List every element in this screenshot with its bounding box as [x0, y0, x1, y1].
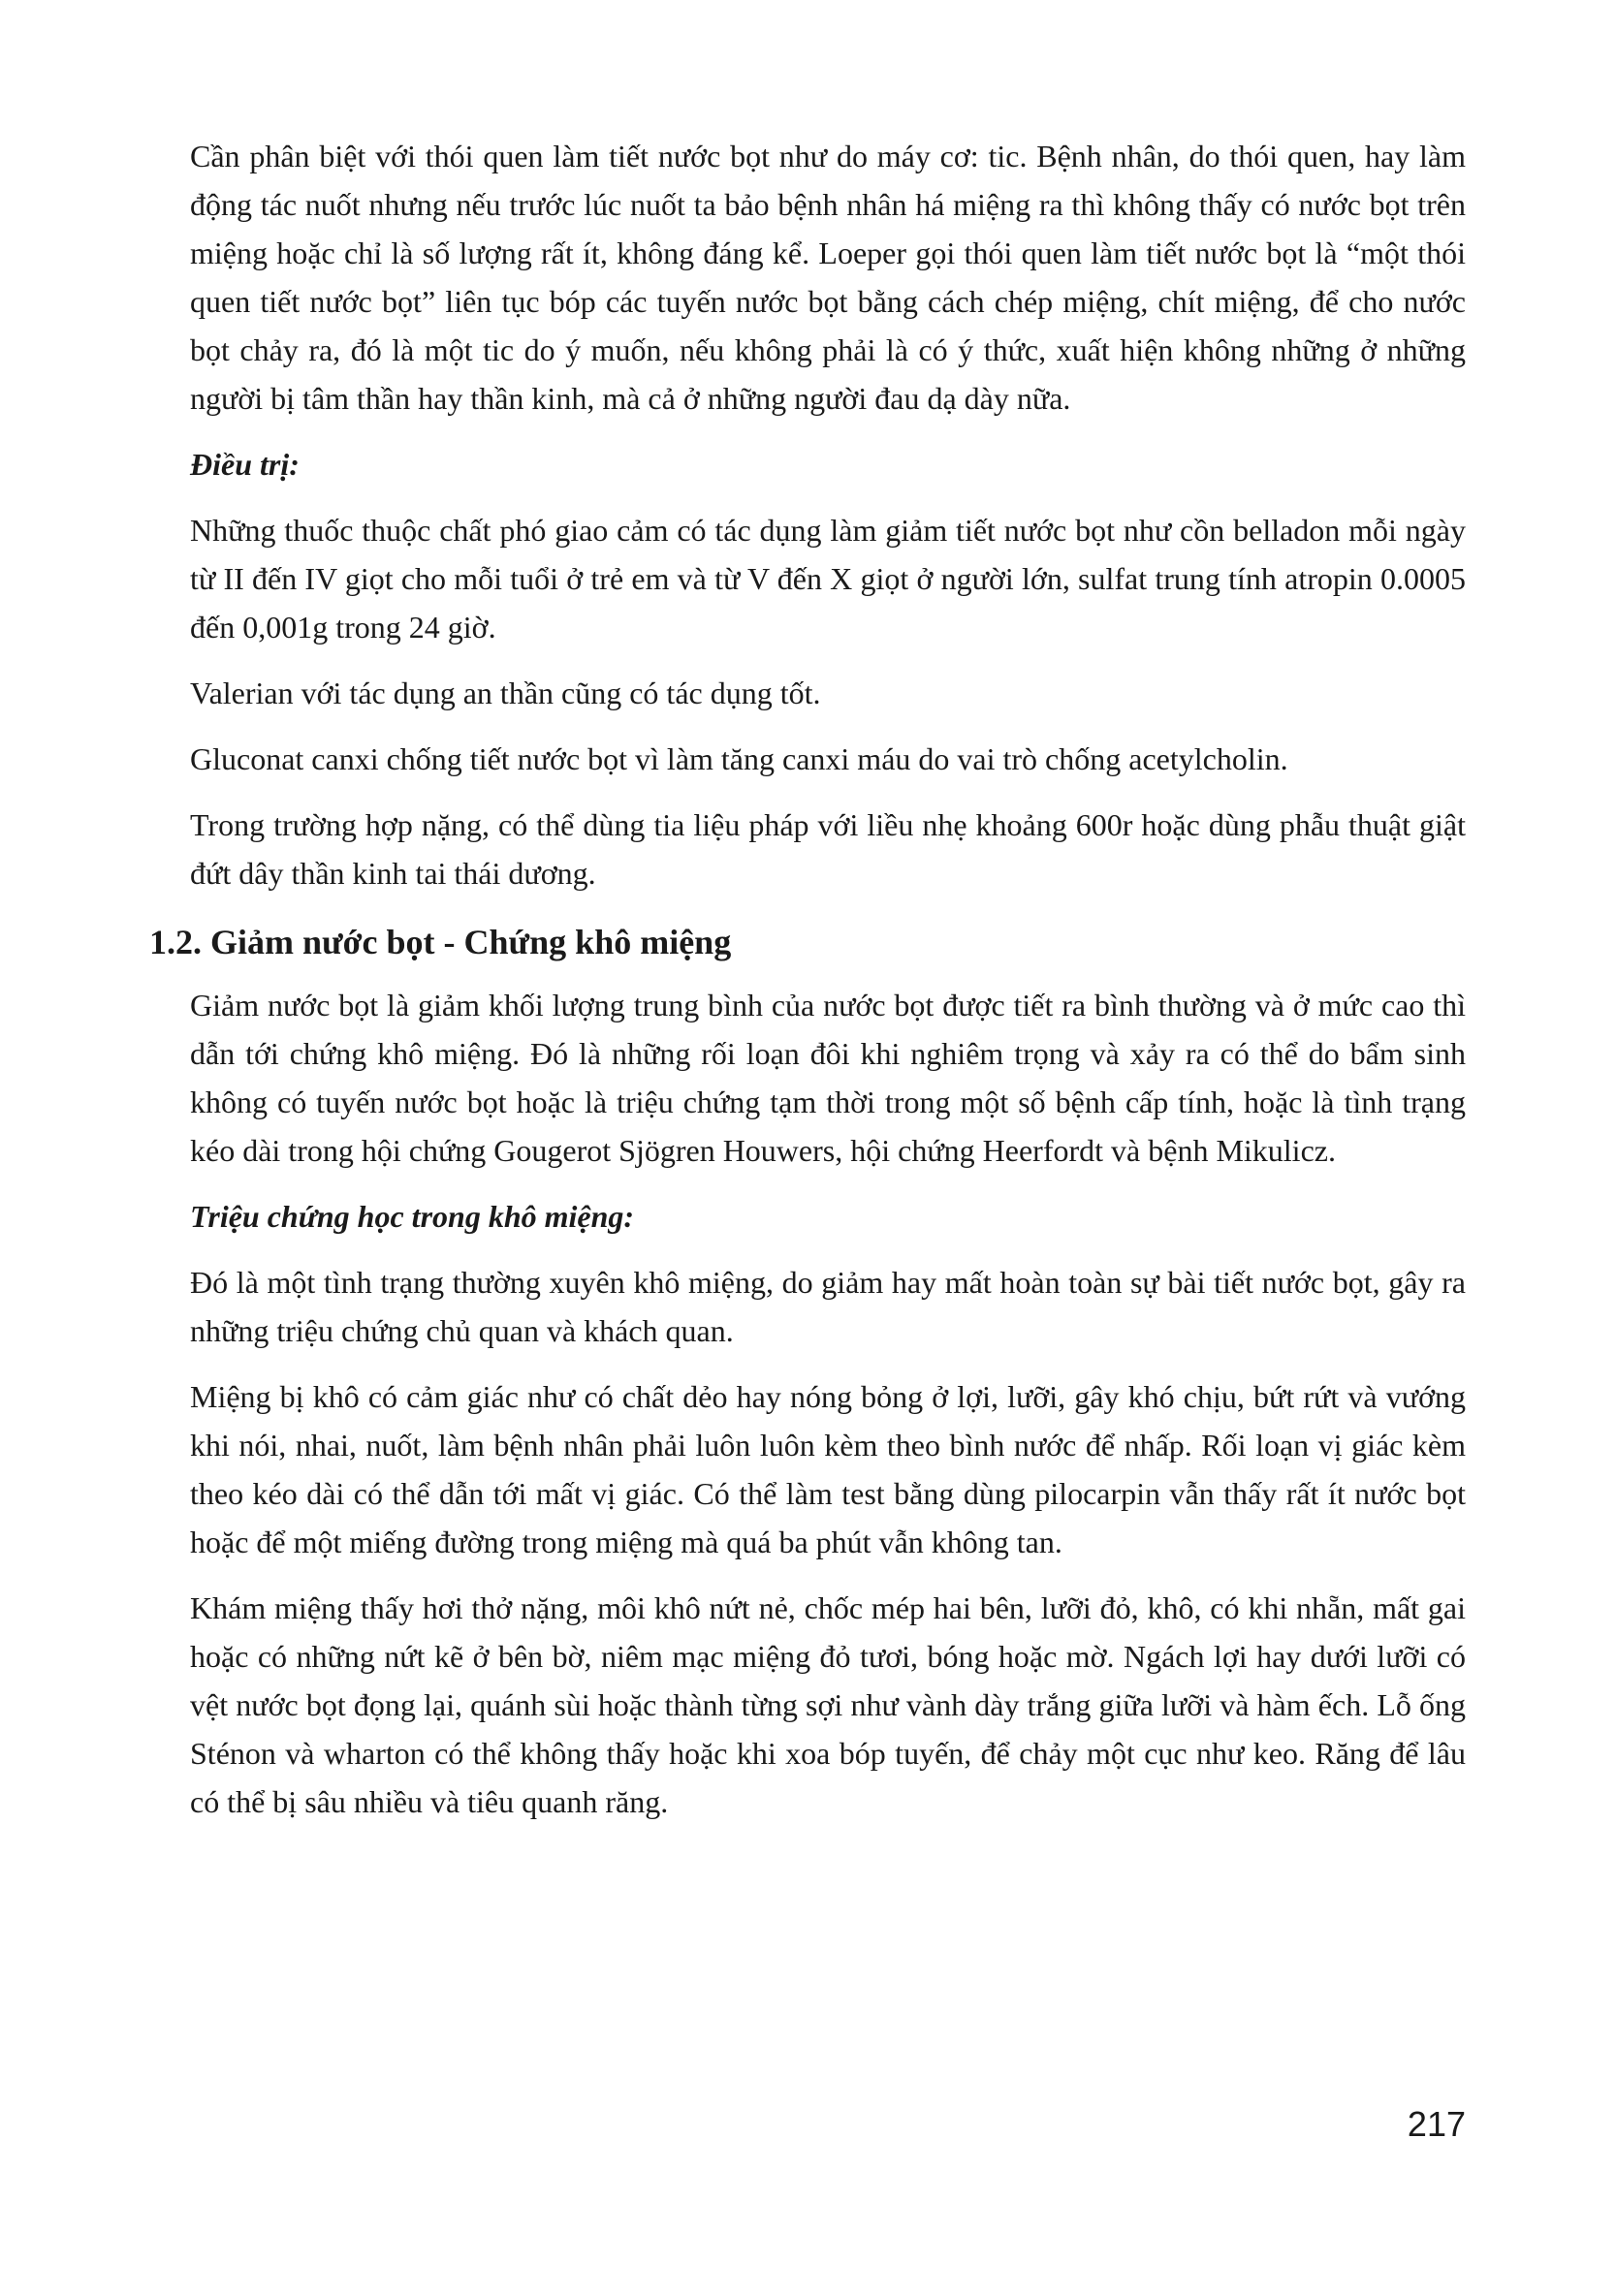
section-heading-dry-mouth: 1.2. Giảm nước bọt - Chứng khô miệng	[149, 923, 732, 961]
page-number: 217	[1407, 2104, 1466, 2144]
paragraph-section-intro: Giảm nước bọt là giảm khối lượng trung bình của nước bọt được tiết ra bình thường và ở mức cao thì dẫn tới chứng khô miệng. Đó là những rối loạn đôi khi nghiêm trọng và xảy ra có thể do bẩm sinh không có tuyến nước bọt hoặc là triệu chứng tạm thời trong một số bệnh cấp tính, hoặc là tình trạng kéo dài trong hội chứng Gougerot Sjögren Houwers, hội chứng Heerfordt và bệnh Mikulicz.	[190, 988, 1466, 1168]
paragraph-symptoms-exam: Khám miệng thấy hơi thở nặng, môi khô nứt nẻ, chốc mép hai bên, lưỡi đỏ, khô, có khi nhẵn, mất gai hoặc có những nứt kẽ ở bên bờ, niêm mạc miệng đỏ tươi, bóng hoặc mờ. Ngách lợi hay dưới lưỡi có vệt nước bọt đọng lại, quánh sùi hoặc thành từng sợi như vành dày trắng giữa lưỡi và hàm ếch. Lỗ ống Sténon và wharton có thể không thấy hoặc khi xoa bóp tuyến, để chảy một cục như keo. Răng để lâu có thể bị sâu nhiều và tiêu quanh răng.	[190, 1590, 1466, 1819]
paragraph-treatment-gluconat: Gluconat canxi chống tiết nước bọt vì làm tăng canxi máu do vai trò chống acetylcholin.	[190, 741, 1288, 776]
paragraph-symptoms-general: Đó là một tình trạng thường xuyên khô miệng, do giảm hay mất hoàn toàn sự bài tiết nước bọt, gây ra những triệu chứng chủ quan và khách quan.	[190, 1265, 1466, 1348]
paragraph-treatment-valerian: Valerian với tác dụng an thần cũng có tác dụng tốt.	[190, 676, 821, 710]
paragraph-treatment-drugs: Những thuốc thuộc chất phó giao cảm có tác dụng làm giảm tiết nước bọt như cồn belladon mỗi ngày từ II đến IV giọt cho mỗi tuổi ở trẻ em và từ V đến X giọt ở người lớn, sulfat trung tính atropin 0.0005 đến 0,001g trong 24 giờ.	[190, 513, 1466, 645]
subheading-treatment: Điều trị:	[190, 447, 300, 482]
paragraph-tic-habit: Cần phân biệt với thói quen làm tiết nước bọt như do máy cơ: tic. Bệnh nhân, do thói quen, hay làm động tác nuốt nhưng nếu trước lúc nuốt ta bảo bệnh nhân há miệng ra thì không thấy có nước bọt trên miệng hoặc chỉ là số lượng rất ít, không đáng kể. Loeper gọi thói quen làm tiết nước bọt là “một thói quen tiết nước bọt” liên tục bóp các tuyến nước bọt bằng cách chép miệng, chít miệng, để cho nước bọt chảy ra, đó là một tic do ý muốn, nếu không phải là có ý thức, xuất hiện không những ở những người bị tâm thần hay thần kinh, mà cả ở những người đau dạ dày nữa.	[190, 139, 1466, 416]
paragraph-treatment-severe: Trong trường hợp nặng, có thể dùng tia liệu pháp với liều nhẹ khoảng 600r hoặc dùng phẫu thuật giật đứt dây thần kinh tai thái dương.	[190, 807, 1466, 891]
paragraph-symptoms-feeling: Miệng bị khô có cảm giác như có chất dẻo hay nóng bỏng ở lợi, lưỡi, gây khó chịu, bứt rứt và vướng khi nói, nhai, nuốt, làm bệnh nhân phải luôn luôn kèm theo bình nước để nhấp. Rối loạn vị giác kèm theo kéo dài có thể dẫn tới mất vị giác. Có thể làm test bằng dùng pilocarpin vẫn thấy rất ít nước bọt hoặc để một miếng đường trong miệng mà quá ba phút vẫn không tan.	[190, 1379, 1466, 1559]
page-content	[149, 132, 1466, 1843]
subheading-symptoms: Triệu chứng học trong khô miệng:	[190, 1199, 635, 1234]
